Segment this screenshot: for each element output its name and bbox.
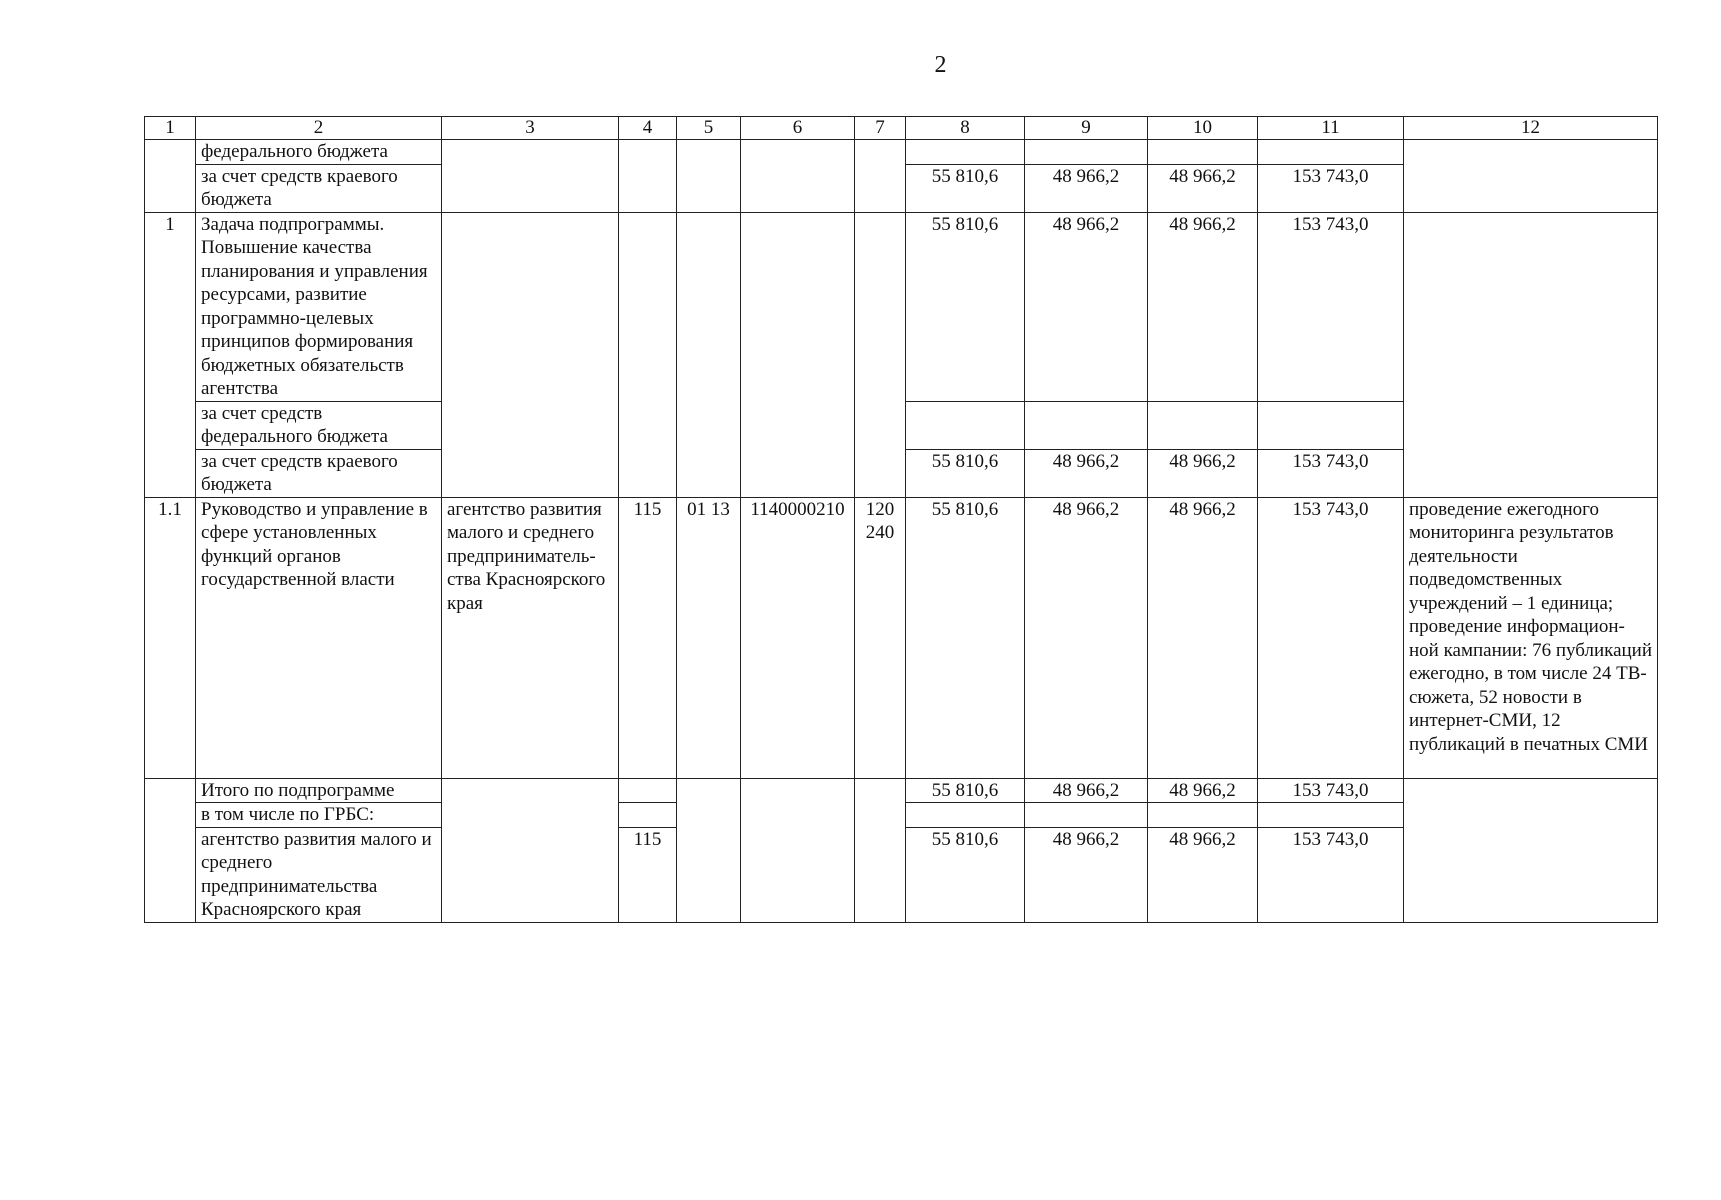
value-cell: 48 966,2 — [1025, 449, 1148, 497]
col-header: 8 — [906, 117, 1025, 140]
value-cell: 153 743,0 — [1258, 164, 1404, 212]
value-cell: 153 743,0 — [1258, 212, 1404, 401]
value-cell: 48 966,2 — [1025, 778, 1148, 803]
code-line: 240 — [865, 522, 895, 543]
row-number: 1.1 — [145, 497, 196, 778]
row-label: за счет средств краевого бюджета — [196, 164, 442, 212]
value-cell: 48 966,2 — [1025, 212, 1148, 401]
col-header: 6 — [741, 117, 855, 140]
value-cell: 153 743,0 — [1258, 449, 1404, 497]
col-header: 2 — [196, 117, 442, 140]
row-label: агентство развития малого и среднего предпринимательства Красноярского края — [196, 827, 442, 922]
value-cell: 55 810,6 — [906, 778, 1025, 803]
table-row — [145, 140, 1658, 165]
row-label: Руководство и управление в сфере установленных функций органов государственной власти — [196, 497, 442, 778]
col-header: 3 — [442, 117, 619, 140]
page-number: 2 — [934, 52, 947, 78]
value-cell: 55 810,6 — [906, 827, 1025, 922]
value-cell: 48 966,2 — [1148, 497, 1258, 778]
row-label: в том числе по ГРБС: — [196, 803, 442, 828]
row-label: федерального бюджета — [196, 140, 442, 165]
result-cell: проведение ежегодного мониторинга результатов деятельности подведомственных учреждений – 1 единица; проведение информацион-ной кампании: 76 публикаций ежегодно, в том числе 24 ТВ-сюжета, 52 новости в интернет-СМИ, 12 публикаций в печатных СМИ — [1404, 497, 1658, 778]
value-cell: 48 966,2 — [1148, 778, 1258, 803]
table-row — [145, 497, 1658, 778]
row-number: 1 — [145, 212, 196, 497]
code-cell: 115 — [619, 827, 677, 922]
value-cell: 55 810,6 — [906, 497, 1025, 778]
value-cell: 48 966,2 — [1148, 827, 1258, 922]
header-row — [145, 117, 1658, 140]
grbs-cell: агентство развития малого и среднего предприниматель-ства Красноярского края — [442, 497, 619, 778]
col-header: 11 — [1258, 117, 1404, 140]
value-cell: 153 743,0 — [1258, 827, 1404, 922]
code-cell: 115 — [619, 497, 677, 778]
row-label: Итого по подпрограмме — [196, 778, 442, 803]
code-cell: 1140000210 — [741, 497, 855, 778]
value-cell: 153 743,0 — [1258, 497, 1404, 778]
row-label: за счет средств федерального бюджета — [196, 401, 442, 449]
col-header: 12 — [1404, 117, 1658, 140]
col-header: 7 — [855, 117, 906, 140]
value-cell: 48 966,2 — [1148, 164, 1258, 212]
code-cell: 01 13 — [677, 497, 741, 778]
value-cell: 48 966,2 — [1148, 449, 1258, 497]
col-header: 1 — [145, 117, 196, 140]
table-row — [145, 212, 1658, 401]
value-cell: 55 810,6 — [906, 449, 1025, 497]
value-cell: 55 810,6 — [906, 212, 1025, 401]
code-line: 120 — [865, 498, 895, 520]
value-cell: 48 966,2 — [1025, 497, 1148, 778]
value-cell: 153 743,0 — [1258, 778, 1404, 803]
col-header: 9 — [1025, 117, 1148, 140]
code-cell — [855, 497, 906, 778]
value-cell: 55 810,6 — [906, 164, 1025, 212]
value-cell: 48 966,2 — [1148, 212, 1258, 401]
col-header: 10 — [1148, 117, 1258, 140]
table-row — [145, 778, 1658, 803]
value-cell: 48 966,2 — [1025, 164, 1148, 212]
col-header: 5 — [677, 117, 741, 140]
budget-table — [144, 116, 1658, 923]
col-header: 4 — [619, 117, 677, 140]
row-label: за счет средств краевого бюджета — [196, 449, 442, 497]
row-label: Задача подпрограммы. Повышение качества планирования и управления ресурсами, развитие программно-целевых принципов формирования бюджетных обязательств агентства — [196, 212, 442, 401]
value-cell: 48 966,2 — [1025, 827, 1148, 922]
